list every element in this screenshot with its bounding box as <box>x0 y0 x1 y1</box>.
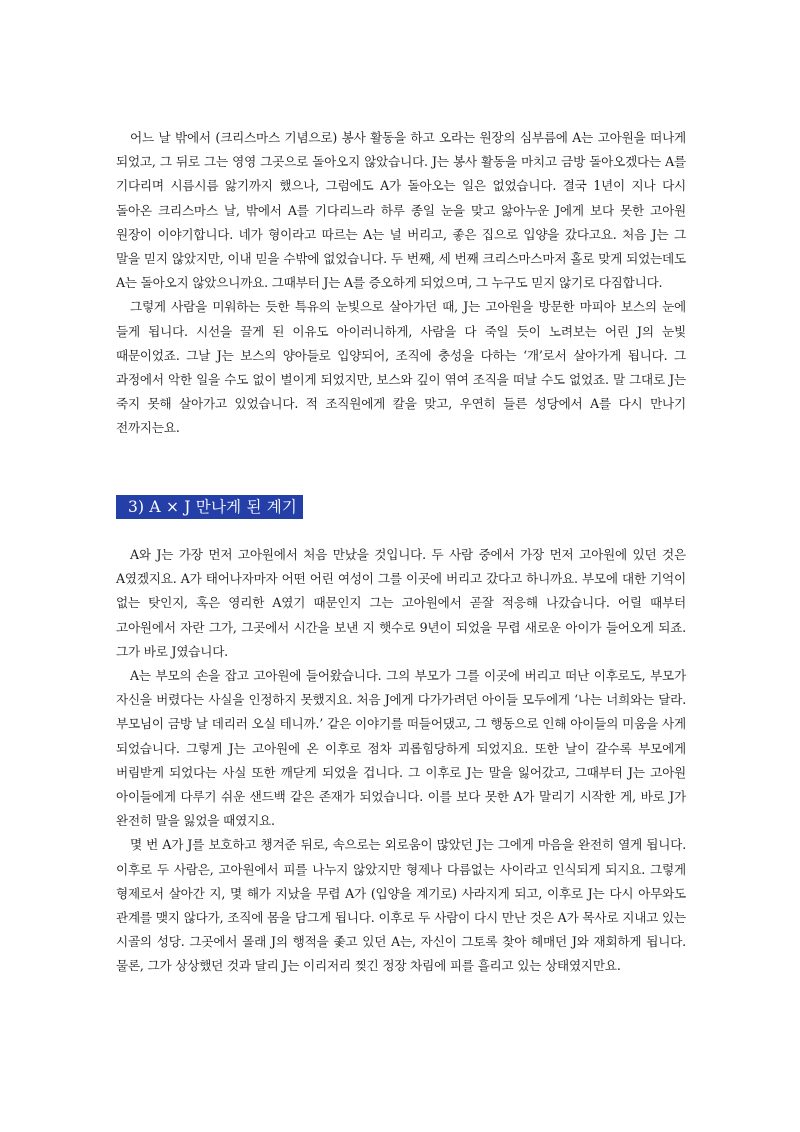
paragraph: A와 J는 가장 먼저 고아원에서 처음 만났을 것입니다. 두 사람 중에서 가장 먼저 고아원에 있던 것은 A였겠지요. A가 태어나자마자 어떤 어린 여성이 그를 이곳에 버리고 갔다고 하니까요. 부모에 대한 기억이 없는 탓인지, 혹은 영리한 A였기 때문인지 그는 고아원에서 곧잘 적응해 나갔습니다. 어릴 때부터 고아원에서 자란 그가, 그곳에서 시간을 보낸 지 햇수로 9년이 되었을 무렵 새로운 아이가 들어오게 되죠. 그가 바로 J였습니다. <box>116 547 686 659</box>
paragraph: 그렇게 사람을 미워하는 듯한 특유의 눈빛으로 살아가던 때, J는 고아원을 방문한 마피아 보스의 눈에 들게 됩니다. 시선을 끌게 된 이유도 아이러니하게, 사람을 다 죽일 듯이 노려보는 어린 J의 눈빛 때문이었죠. 그날 J는 보스의 양아들로 입양되어, 조직에 충성을 다하는 ‘개’로서 살아가게 됩니다. 그 과정에서 악한 일을 수도 없이 벌이게 되었지만, 보스와 깊이 엮여 조직을 떠날 수도 없었죠. 말 그대로 J는 죽지 못해 살아가고 있었습니다. 적 조직원에게 칼을 맞고, 우연히 들른 성당에서 A를 다시 만나기 전까지는요. <box>116 299 686 436</box>
paragraph: 어느 날 밖에서 (크리스마스 기념으로) 봉사 활동을 하고 오라는 원장의 심부름에 A는 고아원을 떠나게 되었고, 그 뒤로 그는 영영 그곳으로 돌아오지 않았습니다. J는 봉사 활동을 마치고 금방 돌아오겠다는 A를 기다리며 시름시름 앓기까지 했으나, 그럼에도 A가 돌아오는 일은 없었습니다. 결국 1년이 지나 다시 돌아온 크리스마스 날, 밖에서 A를 기다리느라 하루 종일 눈을 맞고 앓아누운 J에게 보다 못한 고아원 원장이 이야기합니다. 네가 형이라고 따르는 A는 널 버리고, 좋은 집으로 입양을 갔다고요. 처음 J는 그 말을 믿지 않았지만, 이내 믿을 수밖에 없었습니다. 두 번째, 세 번째 크리스마스마저 홀로 맞게 되었는데도 A는 돌아오지 않았으니까요. 그때부터 J는 A를 증오하게 되었으며, 그 누구도 믿지 않기로 다짐합니다. <box>116 130 686 291</box>
paragraph: A는 부모의 손을 잡고 고아원에 들어왔습니다. 그의 부모가 그를 이곳에 버리고 떠난 이후로도, 부모가 자신을 버렸다는 사실을 인정하지 못했지요. 처음 J에게 다가가려던 아이들 모두에게 ‘나는 너희와는 달라. 부모님이 금방 날 데리러 오실 테니까.’ 같은 이야기를 떠들어댔고, 그 행동으로 인해 아이들의 미움을 사게 되었습니다. 그렇게 J는 고아원에 온 이후로 점차 괴롭힘당하게 되었지요. 또한 날이 갈수록 부모에게 버림받게 되었다는 사실 또한 깨닫게 되었을 겁니다. 그 이후로 J는 말을 잃어갔고, 그때부터 J는 고아원 아이들에게 다루기 쉬운 샌드백 같은 존재가 되었습니다. 이를 보다 못한 A가 말리기 시작한 게, 바로 J가 완전히 말을 잃었을 때였지요. <box>116 668 686 829</box>
section-heading: 3) A × J 만나게 된 계기 <box>116 495 303 519</box>
story-section-bottom <box>116 543 686 979</box>
paragraph: 몇 번 A가 J를 보호하고 챙겨준 뒤로, 속으로는 외로움이 많았던 J는 그에게 마음을 완전히 열게 됩니다. 이후로 두 사람은, 고아원에서 피를 나누지 않았지만 형제나 다름없는 사이라고 인식되게 되지요. 그렇게 형제로서 살아간 지, 몇 해가 지났을 무렵 A가 (입양을 계기로) 사라지게 되고, 이후로 J는 다시 아무와도 관계를 맺지 않다가, 조직에 몸을 담그게 됩니다. 이후로 두 사람이 다시 만난 것은 A가 목사로 지내고 있는 시골의 성당. 그곳에서 몰래 J의 행적을 좇고 있던 A는, 자신이 그토록 찾아 헤매던 J와 재회하게 됩니다. 물론, 그가 상상했던 것과 달리 J는 이리저리 찢긴 정장 차림에 피를 흘리고 있는 상태였지만요. <box>116 837 686 974</box>
story-section-top <box>116 126 686 441</box>
